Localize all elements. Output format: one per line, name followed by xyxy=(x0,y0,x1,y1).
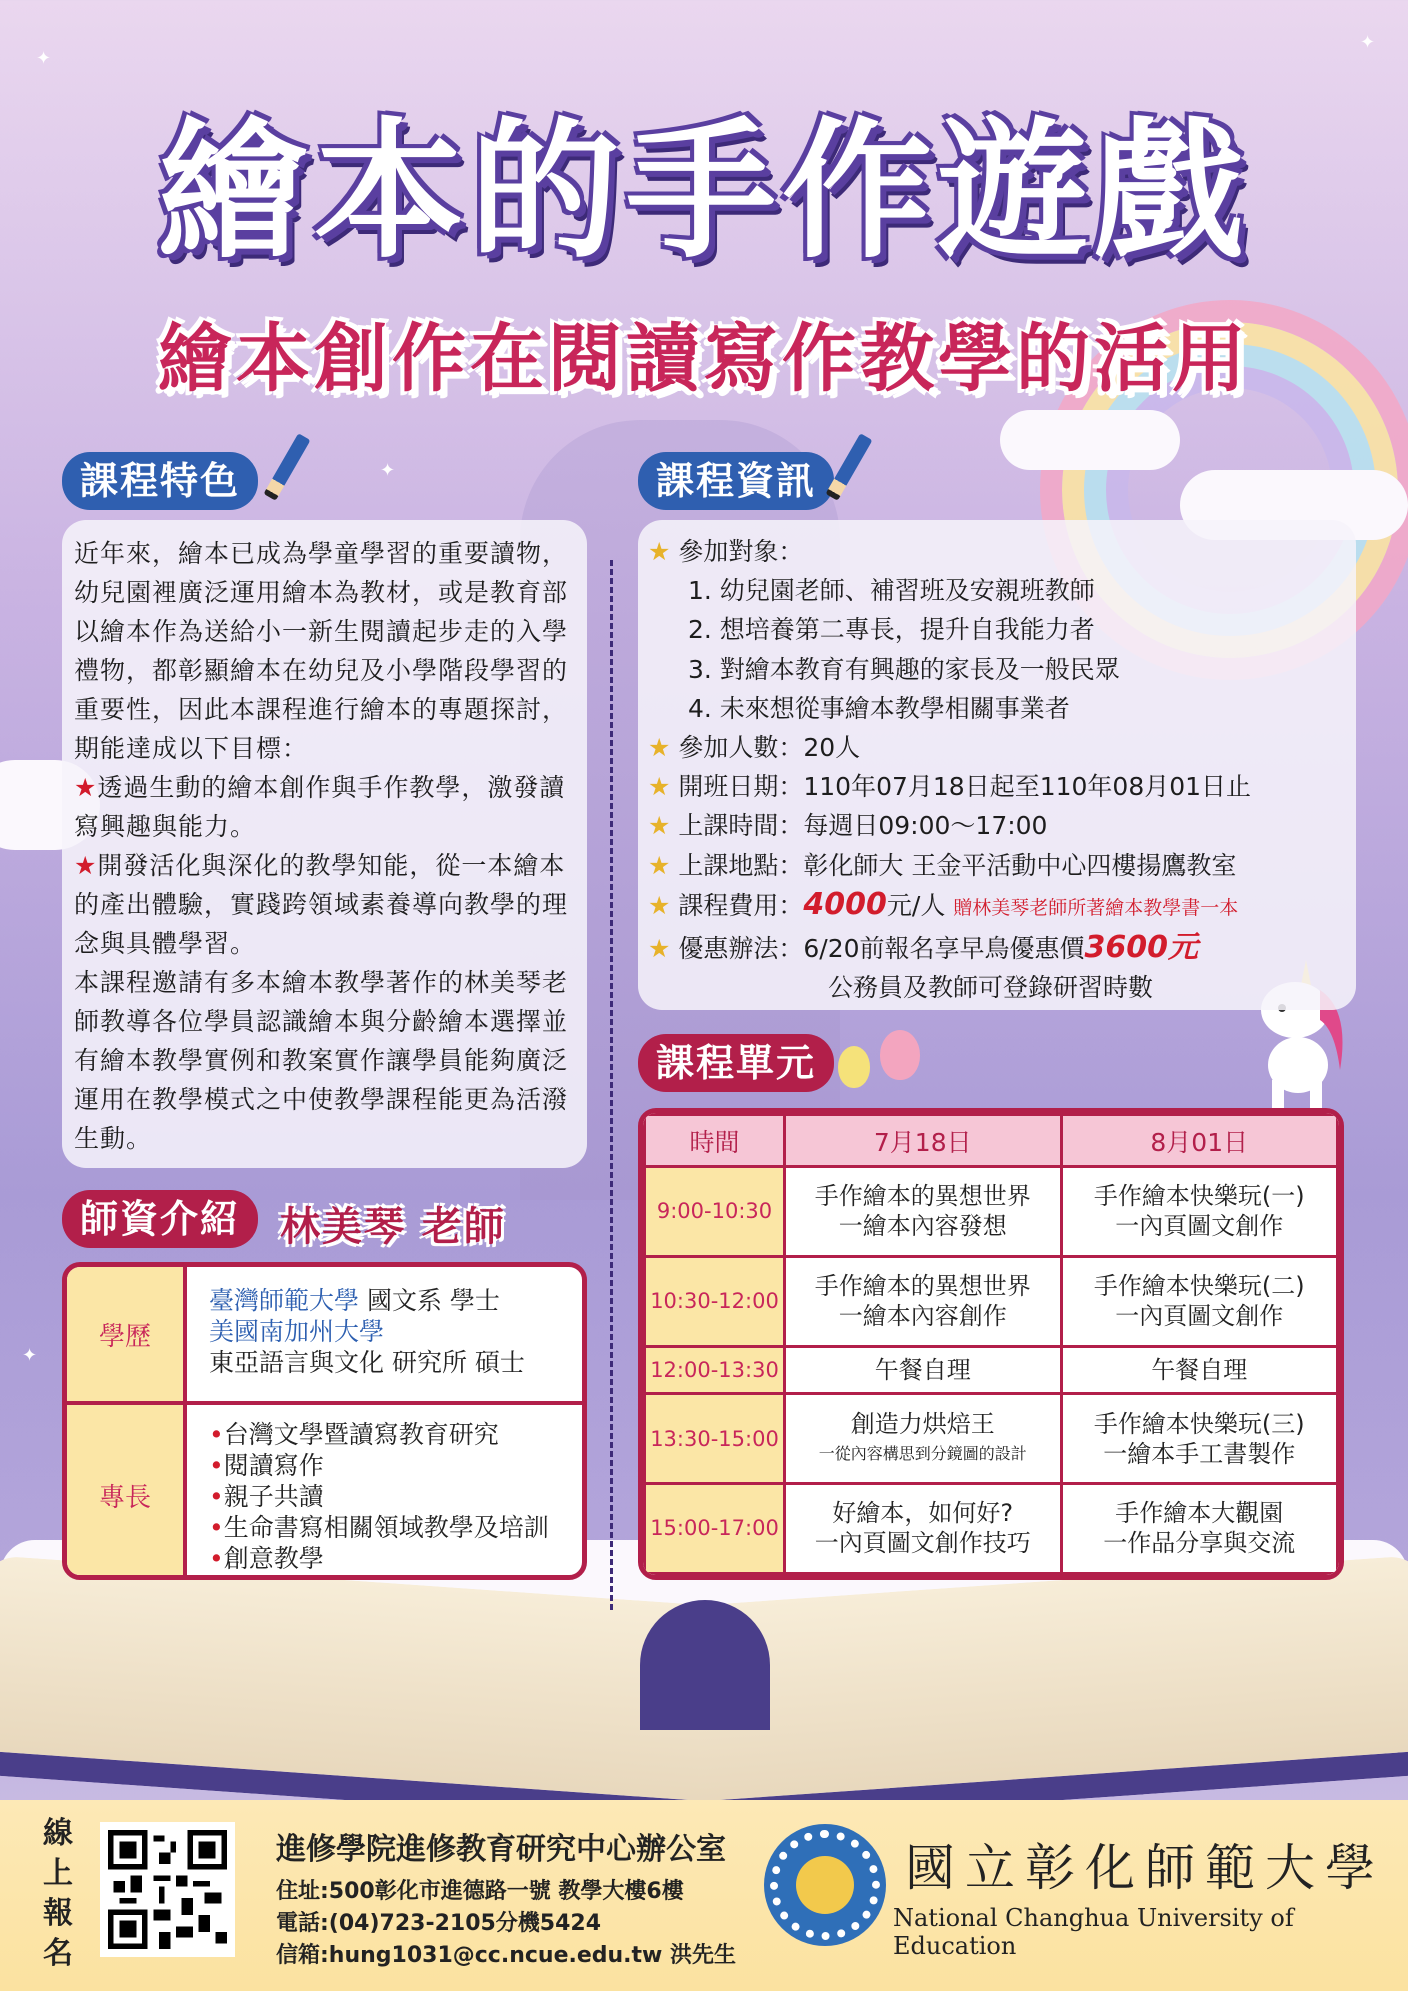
address: 住址:500彰化市進德路一號 教學大樓6樓 xyxy=(276,1879,684,1904)
qr-code[interactable] xyxy=(100,1822,235,1957)
star-icon: ★ xyxy=(648,811,671,841)
table-row xyxy=(645,1483,1338,1573)
red-star-icon: ★ xyxy=(74,773,98,802)
expertise-item: •生命書寫相關領域教學及培訓 xyxy=(209,1513,549,1542)
table-row xyxy=(645,1394,1338,1484)
features-goal: ★透過生動的繪本創作與手作教學，激發讀寫興趣與能力。 xyxy=(74,773,566,841)
star-icon: ★ xyxy=(648,537,671,566)
teacher-name: 林美琴 老師 xyxy=(280,1204,506,1250)
balloon-icon xyxy=(838,1046,870,1088)
teacher-table xyxy=(62,1262,587,1580)
session-cell: 手作繪本快樂玩(二) 一內頁圖文創作 xyxy=(1061,1256,1338,1346)
pencil-icon xyxy=(825,433,872,501)
star-icon: ★ xyxy=(648,733,671,763)
session-cell: 手作繪本的異想世界 一繪本內容創作 xyxy=(785,1256,1062,1346)
info-heading: 課程資訊 xyxy=(638,452,834,510)
star-icon: ✦ xyxy=(36,48,52,69)
university-name-zh: 國立彰化師範大學 xyxy=(905,1839,1385,1897)
column-header: 8月01日 xyxy=(1061,1115,1338,1167)
star-icon: ★ xyxy=(648,850,671,880)
email[interactable]: 信箱:hung1031@cc.ncue.edu.tw 洪先生 xyxy=(276,1943,737,1968)
phone: 電話:(04)723-2105分機5424 xyxy=(276,1911,602,1936)
discount-price: 3600元 xyxy=(1084,930,1199,966)
table-row xyxy=(645,1256,1338,1346)
footer xyxy=(0,1800,1408,1991)
fee-amount: 4000 xyxy=(803,886,887,922)
expertise-item: •閱讀寫作 xyxy=(209,1451,324,1480)
session-cell: 午餐自理 xyxy=(785,1346,1062,1393)
expertise-item: •台灣文學暨讀寫教育研究 xyxy=(209,1420,499,1449)
time-cell: 15:00-17:00 xyxy=(645,1483,785,1573)
features-goal: ★開發活化與深化的教學知能，從一本繪本的產出體驗，實踐跨領域素養導向教學的理念與具體學習。 xyxy=(74,851,569,958)
column-divider xyxy=(610,560,613,1610)
session-cell: 手作繪本的異想世界 一繪本內容發想 xyxy=(785,1167,1062,1257)
star-icon: ★ xyxy=(648,772,671,802)
session-cell: 創造力烘焙王 一從內容構思到分鏡圖的設計 xyxy=(785,1394,1062,1484)
session-cell: 手作繪本大觀園 一作品分享與交流 xyxy=(1061,1483,1338,1573)
column-header: 時間 xyxy=(645,1115,785,1167)
fee-note: 贈林美琴老師所著繪本教學書一本 xyxy=(953,896,1239,919)
features-heading: 課程特色 xyxy=(62,452,258,510)
office-name: 進修學院進修教育研究中心辦公室 xyxy=(276,1832,726,1867)
teacher-heading: 師資介紹 xyxy=(62,1190,258,1248)
red-star-icon: ★ xyxy=(74,851,98,880)
table-row xyxy=(645,1167,1338,1257)
page-title: 繪本的手作遊戲 xyxy=(157,105,1250,279)
table-header-row xyxy=(645,1115,1338,1167)
education-value: 臺灣師範大學 國文系 學士 美國南加州大學 東亞語言與文化 研究所 碩士 xyxy=(209,1286,525,1377)
contact-info xyxy=(276,1824,736,1972)
page-subtitle: 繪本創作在閱讀寫作教學的活用 xyxy=(158,316,1250,402)
session-cell: 好繪本，如何好? 一內頁圖文創作技巧 xyxy=(785,1483,1062,1573)
units-heading: 課程單元 xyxy=(638,1034,834,1092)
expertise-item: •親子共讀 xyxy=(209,1482,324,1511)
features-panel xyxy=(62,520,587,1168)
time-cell: 12:00-13:30 xyxy=(645,1346,785,1393)
expertise-label: 專長 xyxy=(67,1405,187,1580)
star-icon: ★ xyxy=(648,934,671,964)
pencil-icon xyxy=(263,433,310,501)
expertise-item: •創意教學 xyxy=(209,1544,324,1573)
university-logo xyxy=(770,1830,880,1940)
university-name-en: National Changhua University of Education xyxy=(893,1904,1294,1960)
star-icon: ✦ xyxy=(1360,32,1376,53)
features-paragraph: 近年來，繪本已成為學童學習的重要讀物，幼兒園裡廣泛運用繪本為教材，或是教育部以繪本作為送給小一新生閱讀起步走的入學禮物，都彰顯繪本在幼兒及小學階段學習的重要性，因此本課程進行繪本的專題探討，期能達成以下目標： xyxy=(74,539,569,763)
balloon-icon xyxy=(880,1030,920,1080)
star-icon: ✦ xyxy=(22,1345,38,1366)
features-paragraph: 本課程邀請有多本繪本教學著作的林美琴老師教導各位學員認識繪本與分齡繪本選擇並有繪本教學實例和教案實作讓學員能夠廣泛運用在教學模式之中使教學課程能更為活潑生動。 xyxy=(74,968,569,1153)
column-header: 7月18日 xyxy=(785,1115,1062,1167)
cloud-decoration xyxy=(1000,410,1180,470)
online-signup-label: 線 上 報 名 xyxy=(43,1816,73,1971)
table-row xyxy=(645,1346,1338,1393)
session-cell: 手作繪本快樂玩(三) 一繪本手工書製作 xyxy=(1061,1394,1338,1484)
open-book-illustration xyxy=(0,1560,1408,1810)
time-cell: 9:00-10:30 xyxy=(645,1167,785,1257)
star-icon: ✦ xyxy=(380,460,396,481)
session-cell: 手作繪本快樂玩(一) 一內頁圖文創作 xyxy=(1061,1167,1338,1257)
expertise-value xyxy=(191,1409,582,1580)
education-label: 學歷 xyxy=(67,1267,187,1401)
discount-note: 公務員及教師可登錄研習時數 xyxy=(828,973,1154,1003)
session-cell: 午餐自理 xyxy=(1061,1346,1338,1393)
schedule-table xyxy=(638,1108,1344,1580)
star-icon: ★ xyxy=(648,890,671,920)
info-panel: ★ 參加對象： 1. 幼兒園老師、補習班及安親班教師 2. 想培養第二專長，提升自我能力者 3. 對繪本教育有興趣的家長及一般民眾 4. 未來想從事繪本教學相關事業者 ★ 參加人數：20人 ★ 開班日期：110年07月18日起至110年08月01日止 ★ 上課時間：每週日09:00～17:00 ★ 上課地點：彰化師大 王金平活動中心四樓揚鷹教室 ★ 課程費用：4000元/人 贈林美琴老師所著繪本教學書一本 ★ 優惠辦法：6/20前報名享早鳥優惠價3600元 公務員及教師可登錄研習時數 xyxy=(638,520,1356,1010)
time-cell: 10:30-12:00 xyxy=(645,1256,785,1346)
time-cell: 13:30-15:00 xyxy=(645,1394,785,1484)
